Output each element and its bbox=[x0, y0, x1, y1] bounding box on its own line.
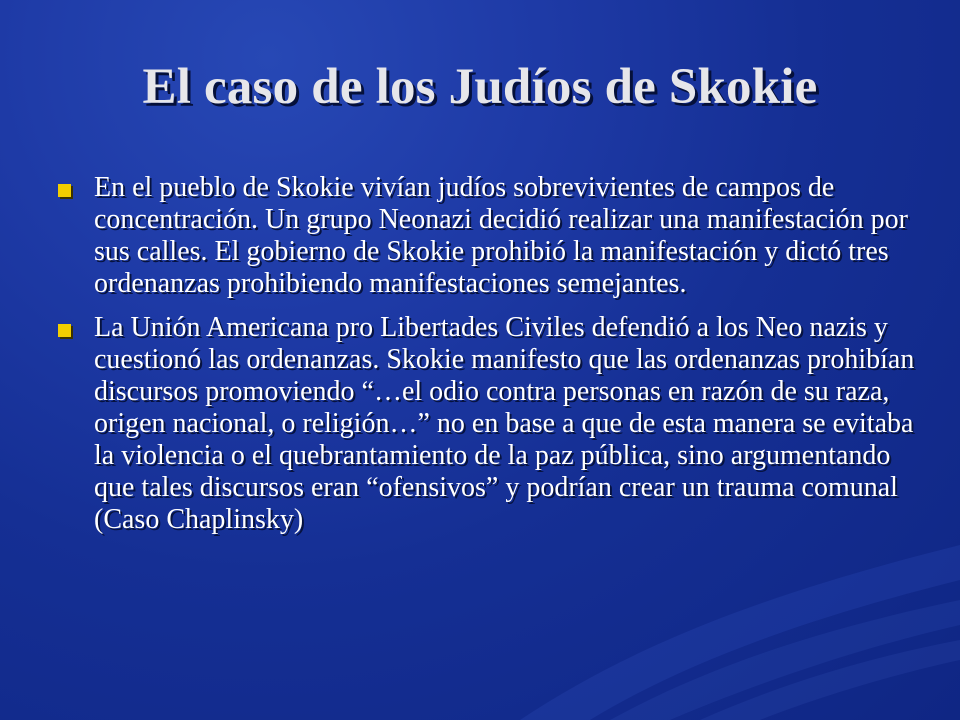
bullet-item bbox=[58, 312, 918, 536]
bullet-list bbox=[58, 172, 918, 548]
bullet-text: En el pueblo de Skokie vivían judíos sobrevivientes de campos de concentración. Un grupo Neonazi decidió realizar una manifestación por sus calles. El gobierno de Skokie prohibió la manifestación y dictó tres ordenanzas prohibiendo manifestaciones semejantes. bbox=[94, 172, 908, 299]
square-bullet-icon bbox=[58, 184, 71, 197]
square-bullet-icon bbox=[58, 324, 71, 337]
bullet-text: La Unión Americana pro Libertades Civiles defendió a los Neo nazis y cuestionó las ordenanzas. Skokie manifesto que las ordenanzas prohibían discursos promoviendo “…el odio contra personas en razón de su raza, origen nacional, o religión…” no en base a que de esta manera se evitaba la violencia o el quebrantamiento de la paz pública, sino argumentando que tales discursos eran “ofensivos” y podrían crear un trauma comunal (Caso Chaplinsky) bbox=[94, 312, 915, 535]
bullet-item bbox=[58, 172, 918, 300]
slide-title: El caso de los Judíos de Skokie bbox=[142, 59, 818, 115]
